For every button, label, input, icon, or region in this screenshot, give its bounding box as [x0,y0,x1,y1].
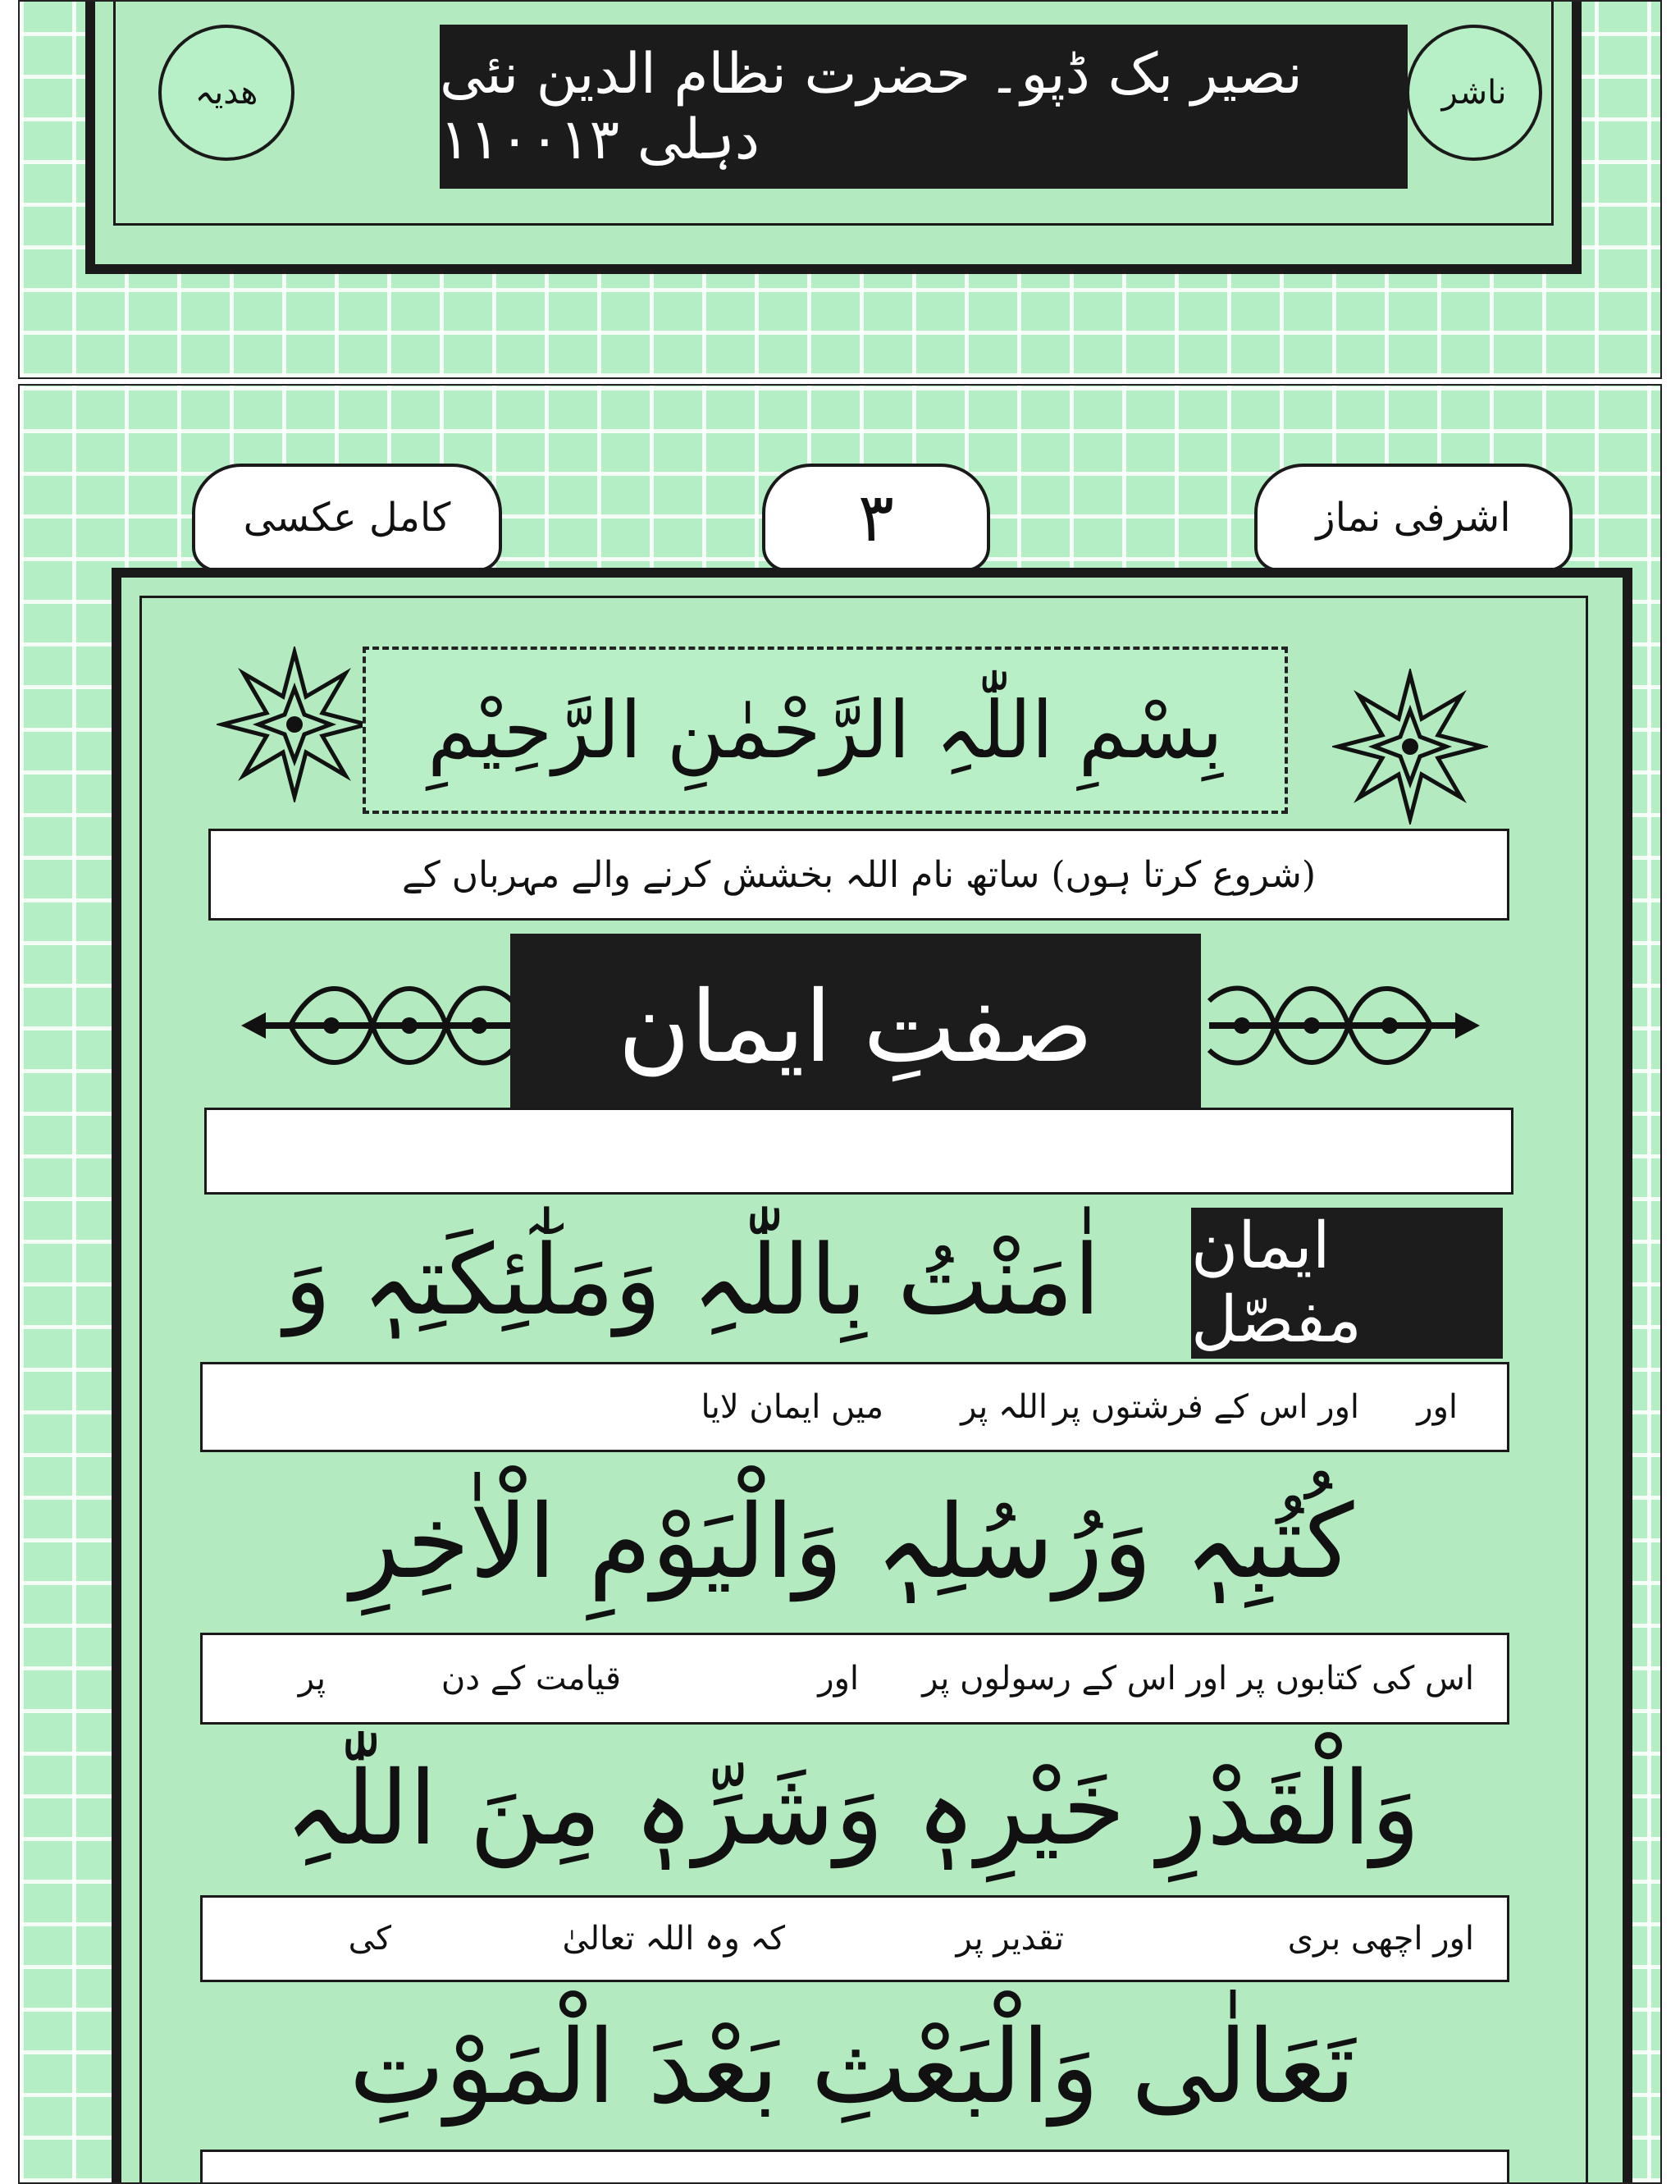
translation-3-seg-2: تقدیر پر [956,1920,1064,1958]
publisher-text: نصیر بک ڈپو۔ حضرت نظام الدین نئی دہلی ۱۱۰۰۱۳ [440,42,1303,172]
arabic-line-1 [200,1198,1185,1362]
translation-2-seg-3: قیامت کے دن [441,1660,621,1697]
decorative-star-icon [217,647,372,802]
page-panel [18,384,1662,2184]
gift-badge [158,25,294,161]
translation-3-seg-3: کہ وہ اللہ تعالیٰ [562,1920,785,1958]
blank-strip [204,1108,1513,1195]
publisher-badge [1406,25,1542,161]
previous-page-frame [85,0,1582,274]
arabic-line-2 [200,1452,1504,1633]
previous-page-table-bottom [206,0,1491,1]
arabic-line-3-text: وَالْقَدْرِ خَیْرِہٖ وَشَرِّہٖ مِنَ اللّٰہِ [284,1750,1421,1868]
translation-2-seg-2: اور [818,1660,859,1697]
decorative-star-icon [1332,669,1488,825]
publisher-badge-text: ناشر [1441,74,1507,112]
arabic-line-2-text: کُتُبِہٖ وَرُسُلِہٖ وَالْیَوْمِ الْاٰخِرِ [350,1483,1354,1601]
previous-page-inner-border [113,0,1554,226]
section-label: ایمان مفصّل [1191,1209,1362,1357]
translation-strip-1 [200,1362,1509,1452]
publisher-banner [440,25,1408,189]
bismillah-translation: (شروع کرتا ہوں) ساتھ نام اللہ بخشش کرنے والے مہرباں کے [402,853,1316,896]
arabic-line-1-text: اٰمَنْتُ بِاللّٰہِ وَمَلٰٓئِکَتِہٖ وَ [284,1223,1101,1336]
translation-1-seg-4: اور [1417,1388,1458,1426]
header-right-cartouche [1254,464,1573,572]
section-title: صفتِ ایمان [618,970,1093,1085]
right-ornament-icon [1201,952,1480,1099]
arabic-line-4-text: تَعَالٰی وَالْبَعْثِ بَعْدَ الْمَوْتِ [349,2008,1356,2127]
translation-3-seg-1: اور اچھی بری [1287,1920,1474,1958]
translation-2-seg-1: اس کی کتابوں پر اور اس کے رسولوں پر [922,1660,1474,1697]
translation-1-seg-3: اور اس کے فرشتوں پر [1052,1388,1359,1426]
arabic-line-3 [200,1723,1504,1895]
gift-badge-text: ھدیہ [194,74,258,112]
translation-strip-3 [200,1895,1509,1982]
translation-strip-2 [200,1633,1509,1725]
bismillah-text: بِسْمِ اللّٰہِ الرَّحْمٰنِ الرَّحِیْمِ [427,684,1223,776]
translation-3-seg-4: کی [348,1920,391,1958]
header-left-label: کامل عکسی [243,495,451,541]
translation-1-seg-2: اللہ پر [961,1388,1048,1426]
header-left-cartouche [192,464,502,572]
translation-1-seg-1: میں ایمان لایا [701,1388,883,1426]
bismillah-translation-strip [208,829,1509,921]
translation-strip-4 [200,2150,1509,2184]
page-number-cartouche [762,464,990,572]
bismillah-box [363,647,1288,814]
section-title-block [510,934,1201,1121]
translation-2-seg-4: پر [298,1660,326,1697]
section-label-block [1191,1208,1503,1359]
page-number: ۳ [857,478,895,557]
left-ornament-icon [241,952,520,1099]
previous-page-panel [18,0,1662,379]
header-right-label: اشرفی نماز [1316,495,1511,541]
arabic-line-4 [200,1985,1504,2150]
